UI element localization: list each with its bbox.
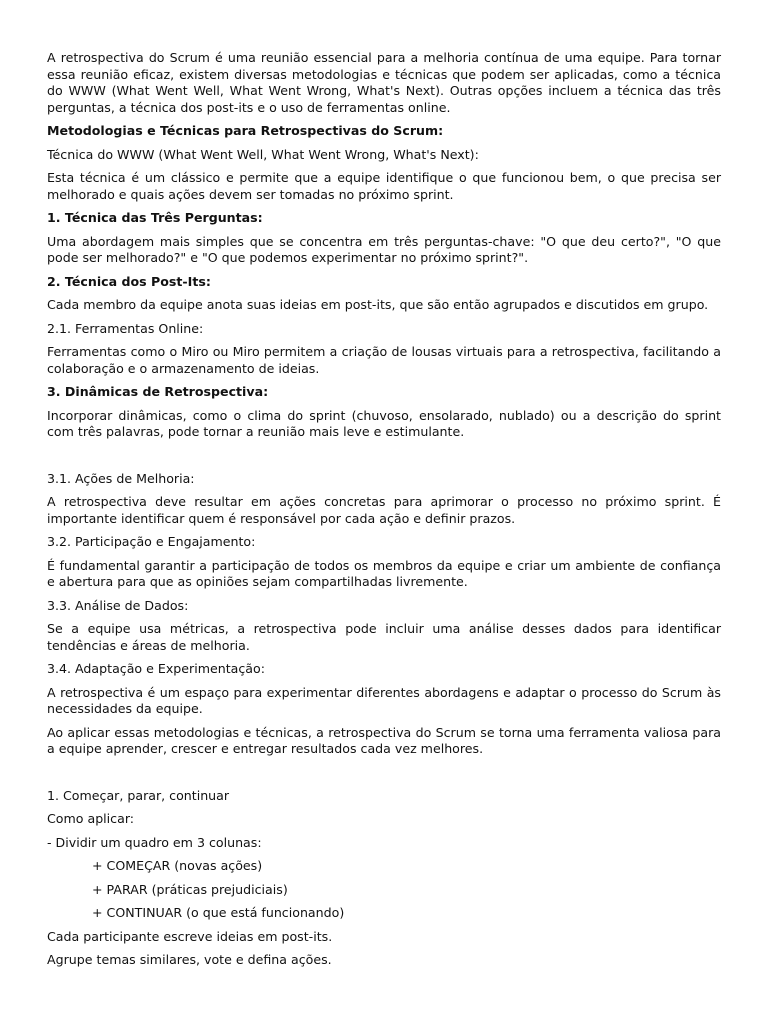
data-analysis-title: 3.3. Análise de Dados: bbox=[47, 597, 189, 613]
three-questions-heading: 1. Técnica das Três Perguntas: bbox=[47, 210, 263, 225]
online-tools-paragraph: Ferramentas como o Miro ou Miro permitem a criação de lousas virtuais para a retrospectiva, facilitando a colaboração e o armazenamento de ideias. bbox=[47, 344, 721, 376]
start-stop-continue-title: 1. Começar, parar, continuar bbox=[47, 787, 230, 803]
postits-heading: 2. Técnica dos Post-Its: bbox=[47, 273, 211, 289]
column-continue-item: + CONTINUAR (o que está funcionando) bbox=[92, 905, 345, 920]
conclusion-paragraph: Ao aplicar essas metodologias e técnicas, a retrospectiva do Scrum se torna uma ferramenta valiosa para a equipe aprender, crescer e entregar resultados cada vez melhores. bbox=[47, 724, 721, 756]
how-to-apply-label: Como aplicar: bbox=[47, 811, 135, 826]
adaptation-title: 3.4. Adaptação e Experimentação: bbox=[47, 661, 265, 676]
online-tools-title: 2.1. Ferramentas Online: bbox=[47, 320, 204, 336]
improvement-actions-title: 3.1. Ações de Melhoria: bbox=[47, 470, 195, 486]
methods-heading: Metodologias e Técnicas para Retrospectivas do Scrum: bbox=[47, 123, 444, 138]
spacer bbox=[47, 448, 721, 471]
group-vote-define: Agrupe temas similares, vote e defina ações. bbox=[47, 952, 332, 967]
column-start-item: + COMEÇAR (novas ações) bbox=[92, 858, 263, 873]
postits-paragraph: Cada membro da equipe anota suas ideias em post-its, que são então agrupados e discutidos em grupo. bbox=[47, 297, 709, 312]
improvement-actions-paragraph: A retrospectiva deve resultar em ações concretas para aprimorar o processo no próximo sprint. É importante identificar quem é responsável por cada ação e definir prazos. bbox=[47, 494, 721, 526]
www-title: Técnica do WWW (What Went Well, What Went Wrong, What's Next): bbox=[47, 146, 479, 162]
three-questions-paragraph: Uma abordagem mais simples que se concentra em três perguntas-chave: "O que deu certo?", "O que pode ser melhorado?" e "O que podemos experimentar no próximo sprint?". bbox=[47, 233, 721, 265]
dynamics-heading: 3. Dinâmicas de Retrospectiva: bbox=[47, 384, 269, 399]
column-stop-item: + PARAR (práticas prejudiciais) bbox=[92, 881, 288, 897]
divide-board-item: - Dividir um quadro em 3 colunas: bbox=[47, 834, 262, 850]
data-analysis-paragraph: Se a equipe usa métricas, a retrospectiva pode incluir uma análise desses dados para identificar tendências e áreas de melhoria. bbox=[47, 621, 721, 653]
spacer bbox=[47, 765, 721, 788]
document-page bbox=[47, 50, 721, 976]
dynamics-paragraph: Incorporar dinâmicas, como o clima do sprint (chuvoso, ensolarado, nublado) ou a descrição do sprint com três palavras, pode tornar a reunião mais leve e estimulante. bbox=[47, 407, 721, 439]
intro-paragraph: A retrospectiva do Scrum é uma reunião essencial para a melhoria contínua de uma equipe. Para tornar essa reunião eficaz, existem diversas metodologias e técnicas que podem ser aplicadas, como a técnica do WWW (What Went Well, What Went Wrong, What's Next). Outras opções incluem a técnica das três perguntas, a técnica dos post-its e o uso de ferramentas online. bbox=[47, 50, 721, 115]
each-participant-writes: Cada participante escreve ideias em post-its. bbox=[47, 928, 333, 944]
adaptation-paragraph: A retrospectiva é um espaço para experimentar diferentes abordagens e adaptar o processo do Scrum às necessidades da equipe. bbox=[47, 684, 721, 716]
www-paragraph: Esta técnica é um clássico e permite que a equipe identifique o que funcionou bem, o que precisa ser melhorado e quais ações devem ser tomadas no próximo sprint. bbox=[47, 170, 721, 202]
participation-paragraph: É fundamental garantir a participação de todos os membros da equipe e criar um ambiente de confiança e abertura para que as opiniões sejam compartilhadas livremente. bbox=[47, 557, 721, 589]
participation-title: 3.2. Participação e Engajamento: bbox=[47, 534, 256, 549]
